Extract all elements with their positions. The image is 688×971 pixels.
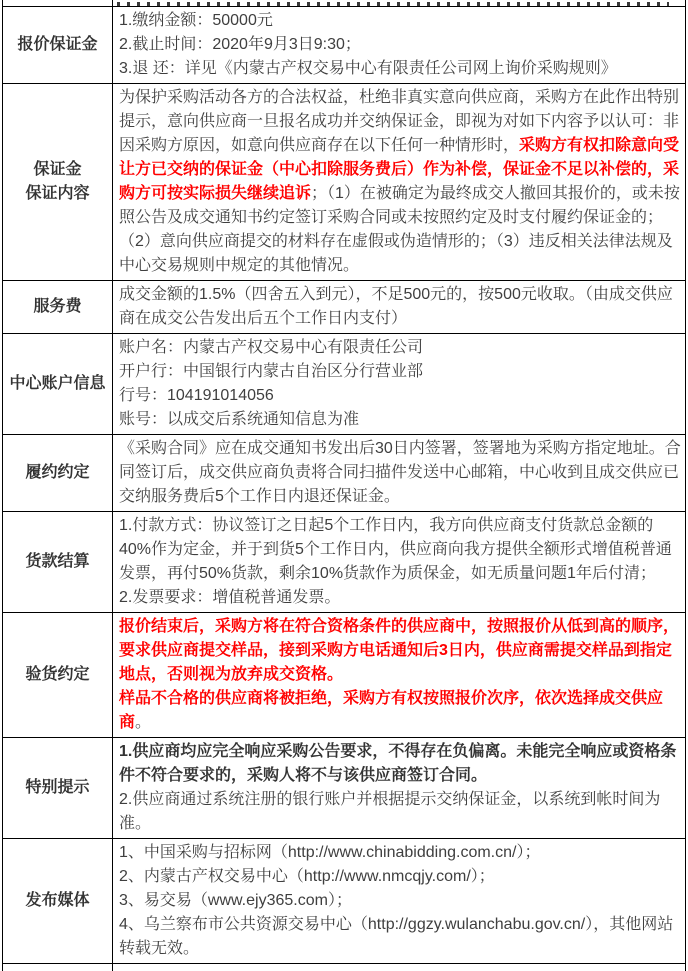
text-segment: 为保护采购活动各方的合法权益，杜绝非真实意向供应商，采购方在此作出特别提示，意向供应商一旦报名成功并交纳保证金，即视为对如下内容予以认可：非因采购方原因，如意向供应商存在以下任何一种情形时， xyxy=(119,89,679,154)
row-header xyxy=(3,435,113,512)
table-row xyxy=(3,435,686,512)
row-content xyxy=(113,839,686,964)
table-row xyxy=(3,7,686,84)
table-row xyxy=(3,613,686,738)
text-segment: 1、中国采购与招标网（http://www.chinabidding.com.cn/）； xyxy=(119,844,540,861)
paragraph xyxy=(119,889,681,913)
text-segment: 账号：以成交后系统通知信息为准 xyxy=(119,411,359,428)
paragraph xyxy=(119,788,681,836)
row-header-line: 验货约定 xyxy=(5,663,110,687)
text-segment: 3.退 还：详见《内蒙古产权交易中心有限责任公司网上询价采购规则》 xyxy=(119,60,617,77)
row-header xyxy=(3,334,113,435)
row-content xyxy=(113,7,686,84)
table-row xyxy=(3,512,686,613)
paragraph xyxy=(119,514,681,586)
text-segment: 。 xyxy=(135,714,151,731)
row-header-line: 保证金 xyxy=(5,158,110,182)
row-header-line: 货款结算 xyxy=(5,550,110,574)
row-header xyxy=(3,281,113,334)
table-row xyxy=(3,281,686,334)
text-segment: ；（1）在被确定为最终成交人撤回其报价的，或未按照公告及成交通知书约定签订采购合同或未按照约定及时支付履约保证金的；（2）意向供应商提交的材料存在虚假或伪造情形的；（3）违反相关法律法规及中心交易规则中规定的其他情况。 xyxy=(119,185,680,274)
text-segment: 2.截止时间：2020年9月3日9:30； xyxy=(119,36,361,53)
text-segment: 《采购合同》应在成交通知书发出后30日内签署，签署地为采购方指定地址。合同签订后，成交供应商负责将合同扫描件发送中心邮箱，中心收到且成交供应已交纳服务费后5个工作日内退还保证金。 xyxy=(119,440,681,505)
paragraph xyxy=(119,360,681,384)
row-content xyxy=(113,334,686,435)
row-content xyxy=(113,613,686,738)
text-segment: 4、乌兰察布市公共资源交易中心（http://ggzy.wulanchabu.gov.cn/），其他网站转载无效。 xyxy=(119,916,673,957)
text-segment: 报价结束后，采购方将在符合资格条件的供应商中，按照报价从低到高的顺序，要求供应商提交样品，接到采购方电话通知后3日内，供应商需提交样品到指定地点，否则视为放弃成交资格。 xyxy=(119,618,679,683)
table-row xyxy=(3,84,686,281)
row-header xyxy=(3,839,113,964)
clipped-row-bottom xyxy=(3,964,686,971)
row-header xyxy=(3,738,113,839)
paragraph xyxy=(119,33,681,57)
paragraph xyxy=(119,384,681,408)
text-segment: 采购方有权扣除意向受让方已交纳的保证金（中心扣除服务费后）作为补偿，保证金不足以补偿的，采购方可按实际损失继续追诉 xyxy=(119,137,679,202)
row-header-line: 中心账户信息 xyxy=(5,372,110,396)
clipped-row-bottom-content xyxy=(113,964,686,971)
row-header-line: 履约约定 xyxy=(5,461,110,485)
row-content xyxy=(113,435,686,512)
row-content xyxy=(113,512,686,613)
table-body xyxy=(3,0,686,971)
text-segment: 账户名：内蒙古产权交易中心有限责任公司 xyxy=(119,339,423,356)
paragraph xyxy=(119,57,681,81)
text-segment: 2.供应商通过系统注册的银行账户并根据提示交纳保证金，以系统到帐时间为准。 xyxy=(119,791,660,832)
paragraph xyxy=(119,283,681,331)
row-header-line: 报价保证金 xyxy=(5,33,110,57)
paragraph xyxy=(119,740,681,788)
row-header-line: 保证内容 xyxy=(5,182,110,206)
paragraph xyxy=(119,437,681,509)
text-segment: 3、易交易（www.ejy365.com）； xyxy=(119,892,352,909)
procurement-notice-table xyxy=(2,0,686,971)
text-segment: 成交金额的1.5%（四舍五入到元），不足500元的，按500元收取。（由成交供应商在成交公告发出后五个工作日内支付） xyxy=(119,286,673,327)
row-header-line: 发布媒体 xyxy=(5,889,110,913)
paragraph xyxy=(119,9,681,33)
text-segment: 2、内蒙古产权交易中心（http://www.nmcqjy.com/）； xyxy=(119,868,495,885)
paragraph xyxy=(119,336,681,360)
row-content xyxy=(113,738,686,839)
paragraph xyxy=(119,687,681,735)
paragraph xyxy=(119,408,681,432)
row-header xyxy=(3,613,113,738)
row-header xyxy=(3,7,113,84)
paragraph xyxy=(119,586,681,610)
paragraph xyxy=(119,615,681,687)
paragraph xyxy=(119,913,681,961)
table-row xyxy=(3,839,686,964)
text-segment: 样品不合格的供应商将被拒绝，采购方有权按照报价次序，依次选择成交供应商 xyxy=(119,690,663,731)
row-content xyxy=(113,281,686,334)
row-header xyxy=(3,84,113,281)
row-header-line: 特别提示 xyxy=(5,776,110,800)
text-segment: 1.付款方式：协议签订之日起5个工作日内，我方向供应商支付货款总金额的40%作为定金，并于到货5个工作日内，供应商向我方提供全额形式增值税普通发票，再付50%货款，剩余10%货款作为质保金，如无质量问题1年后付清； xyxy=(119,517,672,582)
row-content xyxy=(113,84,686,281)
paragraph xyxy=(119,865,681,889)
text-segment: 2.发票要求：增值税普通发票。 xyxy=(119,589,340,606)
clipped-row-bottom-header xyxy=(3,964,113,971)
text-segment: 1.供应商均应完全响应采购公告要求，不得存在负偏离。未能完全响应或资格条件不符合要求的，采购人将不与该供应商签订合同。 xyxy=(119,743,676,784)
text-segment: 1.缴纳金额：50000元 xyxy=(119,12,273,29)
table-row xyxy=(3,334,686,435)
row-header-line: 服务费 xyxy=(5,295,110,319)
text-segment: 开户行：中国银行内蒙古自治区分行营业部 xyxy=(119,363,423,380)
text-segment: 行号：104191014056 xyxy=(119,387,274,404)
paragraph xyxy=(119,86,681,278)
paragraph xyxy=(119,841,681,865)
table-row xyxy=(3,738,686,839)
row-header xyxy=(3,512,113,613)
clipped-text-remnant xyxy=(117,2,669,6)
